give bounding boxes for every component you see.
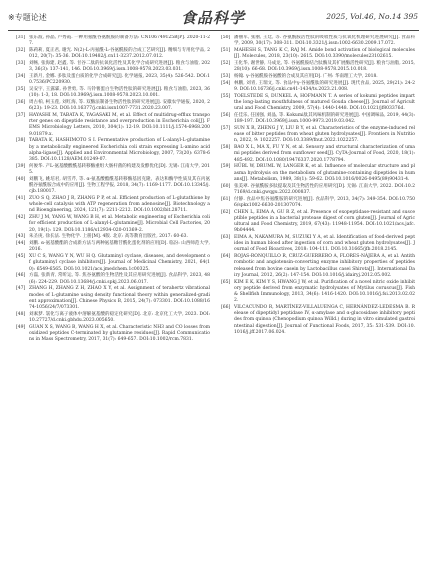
reference-number: [38] — [16, 138, 26, 144]
reference-number: [64] — [221, 254, 231, 260]
reference-number: [45] — [16, 254, 26, 260]
reference-text: 刘鹏. α-氨基酸酯的合成新方法与两种氨基糖苷酰化蛋化剂的应用[D]. 临汾: 山西师范大学, 2016. — [29, 241, 210, 253]
reference-item — [221, 305, 415, 336]
reference-number: [37] — [16, 113, 26, 118]
journal-logo: 食品科学 — [180, 8, 245, 27]
reference-text: BAO X L, MA X, FU Y N, et al. Sensory and structural characterization of umami peptides derived from sunflower seed[J]. CyTA-Journal of Food, 2020, 18(1): 485-492. DOI:10.1080/19476337.2020.1778794. — [234, 145, 415, 163]
reference-number: [41] — [16, 196, 26, 202]
reference-item — [221, 74, 415, 80]
reference-text: ZUO S Q, ZHAO J R, ZHANG P P, et al. Efficient production of L-glutathione by whole-cell catalysis with ATP regeneration from adenosine[J]. Biotechnology and Bioengineering, 2024, 121(7): 2211-2212. DOI:10.1002/bit.28711. — [29, 196, 210, 214]
reference-text: GUAN X S, WANG B, WANG H X, et al. Characteristic NH3 and CO losses from oxidized peptides C-terminated by glutamine residues[J]. Rapid Communications in Mass Spectrometry, 2017, 31(7): 649-657. DOI:10.1002/rcm.7831. — [29, 324, 210, 343]
reference-number: [40] — [16, 176, 26, 182]
reference-text: 陈莉莉, 夏正君, 谢光. N(2)-L-丙氨酰-L-谷氨酰胺的合成工艺研究[J]. 精细与专用化学品, 2012, 20(7): 35-36. DOI:10.19482/j.cn11-3237.2012.07.012. — [29, 48, 210, 60]
reference-text: XU C S, WANG Y N, WU H Q. Glutaminyl cyclase, diseases, and development of glutaminyl cyclase inhibitors[J]. Journal of Medicinal Chemistry, 2021, 64(10): 6549-6565. DOI:10.1021/acs.jmedchem.1c00325. — [29, 254, 210, 272]
reference-text: 刘鹏飞, 姚培君, 胡雪芹, 等. α-氨基酸酯酰基转移酶基因克隆、表达和酶学性质及其在丙氨酰谷氨酰胺合成中的应用[J]. 生物工程学报, 2018, 34(7): 1169-1177. DOI:10.13345/j.cjb.180017. — [29, 176, 210, 195]
reference-item — [16, 177, 210, 196]
reference-item — [16, 74, 210, 86]
reference-item — [16, 113, 210, 138]
reference-text: 周古柏, 柯玉莲, 刘红海, 等. 双酶法制备生物活性肽的研究进展[J]. 安徽农学通报, 2020, 26(23): 19-23. DOI:10.16377/j.cnki.issn1007-7731.2020.23.007. — [29, 100, 210, 112]
reference-item — [221, 126, 415, 145]
reference-number: [49] — [16, 324, 26, 330]
reference-text: ROJAS-RONQUILLO R, CRUZ-GUERRERO A, FLORES-NÁJERA A, et al. Antithrombotic and angiotensin-converting enzyme inhibitory properties of peptides released from bovine casein by Lactobacillus casei Shirota[J]. International Dairy Journal, 2012, 26(2): 147-154. DOI:10.1016/j.idairyj.2012.05.002. — [234, 254, 415, 278]
reference-item — [16, 312, 210, 324]
reference-text: ZHANG H, ZHANG Z H, ZHAO X Y, et al. Assignment of terahertz vibrational modes of L-glutamine using density functional theory within generalized-gradient approximation[J]. Chinese Physics B, 2015, 24(7): 073301. DOI:10.1088/1674-1056/24/7/073301. — [29, 286, 210, 311]
reference-number: [43] — [16, 234, 26, 240]
reference-item — [16, 61, 210, 73]
reference-number: [48] — [16, 311, 26, 317]
reference-number: [57] — [221, 126, 231, 131]
reference-text: SUN X R, ZHENG J Y, LIU B Y, et al. Characteristics of the enzyme-induced release of bitter peptides from wheat gluten hydrolysates[J]. Frontiers in Nutrition, 2022, 9: 1022257. DOI:10.3389/fnut.2022.1022257. — [234, 126, 415, 144]
reference-text: 王化华, 谢世静, 马成龙, 等. 谷氨酰胺结合肽酶及其扩展酶活性研究[J]. 粮食与油脂, 2015, 28(10): 66-68. DOI:10.3969/j.issn.1008-9578.2015.10.018. — [234, 61, 415, 73]
reference-number: [42] — [16, 215, 26, 221]
reference-text: VILCACUNDO R, MARTÍNEZ-VILLALUENGA C, HERNÁNDEZ-LEDESMA B. Release of dipeptidyl peptidase IV, α-amylase and α-glucosidase inhibitory peptides from quinoa (Chenopodium quinoa Willd.) during in vitro simulated gastrointestinal digestion[J]. Journal of Functional Foods, 2017, 35: 531-539. DOI:10.1016/j.jff.2017.06.024. — [234, 305, 415, 335]
reference-number: [32] — [16, 48, 26, 53]
reference-text: KIM E K, KIM Y S, HWANG J W, et al. Purification of a novel nitric oxide inhibitory peptide derived from enzymatic hydrolysates of Mytilus coruscus[J]. Fish & Shellfish Immunology, 2013, 34(6): 1416-1420. DOI:10.1016/j.fsi.2013.02.022. — [234, 279, 415, 304]
reference-text: 付静. 食品中焦谷氨酰胺的研究进展[J]. 食品科学, 2013, 34(7): 349-354. DOI:10.7506/spkx1002-6630-201307074. — [234, 196, 415, 208]
reference-item — [221, 48, 415, 60]
reference-item — [221, 113, 415, 125]
reference-text: 任佳乐, 任国强, 刘晶, 等. Kokumi肽其风味机制的研究进展[J]. 中国调味品, 2019, 44(3): 189-197. DOI:10.3969/j.issn.1000-9973.2019.03.042. — [234, 113, 415, 125]
reference-number: [47] — [16, 286, 26, 292]
reference-text: 王新月, 金娜. 多肽及蛋白质的化学合成研究[J]. 化学通报, 2023, 35(4): 526-542. DOI:10.7536/PC220930. — [29, 74, 210, 86]
reference-number: [44] — [16, 241, 26, 247]
section-label: ※专题论述 — [8, 13, 47, 22]
reference-item — [221, 254, 415, 279]
reference-item — [16, 273, 210, 285]
reference-text: EIMA A, NAKAMURA M, SUZUKI Y A, et al. Identification of food-derived peptides in human blood after ingestion of corn and wheat gluten hydrolysates[J]. Journal of Food Bioactives, 2018: 104-111. DOI:10.31665/jfb.2018.2145. — [234, 235, 415, 253]
reference-item — [221, 210, 415, 235]
reference-number: [60] — [221, 183, 231, 189]
reference-text: MAHESH S, TANG K C, RAJ M. Amide bond activation of biological molecules[J]. Molecules, 2018, 23(10): 2615. DOI:10.3390/molecules23102615. — [234, 48, 415, 60]
reference-text: 张美翠. 谷氨酰胺多肽提取及其生物活性的应用研究[D]. 无锡: 江南大学, 2022. DOI:10.27169/d.cnki.gwqgu.2022.000837. — [234, 183, 415, 195]
reference-number: [66] — [221, 305, 231, 311]
reference-number: [55] — [221, 93, 231, 99]
page-header — [8, 3, 418, 33]
reference-number: [65] — [221, 279, 231, 285]
reference-text: HÜBL W, DRUML W, LANGER K, et al. Influence of molecular structure and plasma hydrolysis on the metabolism of glutamine-containing dipeptides in humans[J]. Metabolism, 1989, 38(1): 59-62. DOI:10.1016/0026-0495(89)90431-4. — [234, 164, 415, 182]
reference-item — [16, 325, 210, 344]
issue-info: 2025, Vol.46, No.14 395 — [326, 12, 418, 21]
reference-text: 刘畅, 张海建, 赵鑫, 等. 甘谷二肽的抗氧化活性及其化学合成研究进展[J]. 粮食与油脂, 2023, 36(3): 137-141, 146. DOI:10.3969/j.issn.1008-9578.2023.03.031. — [29, 61, 210, 73]
reference-number: [59] — [221, 164, 231, 170]
reference-item — [221, 164, 415, 183]
reference-text: 吴安宇, 王露霖, 孙世勇, 等. 马铃薯蛋白生物活性肽的研究进展[J]. 粮食与油脂, 2023, 36(10): 1-3, 18. DOI:10.3969/j.issn.1008-9578.2023.10.001. — [29, 87, 210, 99]
reference-number: [54] — [221, 80, 231, 86]
reference-number: [61] — [221, 196, 231, 202]
reference-item — [221, 61, 415, 73]
reference-item — [221, 35, 415, 47]
reference-text: TABATA K, HASHIMOTO S I. Fermentative production of L-alanyl-L-glutamine by a metabolically engineered Escherichia coli strain expressing L-amino acid alpha-ligase[J]. Applied and Environmental Microbiology, 2007, 73(20): 6378-6385. DOI:10.1128/AEM.01249-07. — [29, 138, 210, 163]
reference-number: [36] — [16, 100, 26, 105]
reference-number: [50] — [221, 35, 231, 40]
reference-number: [39] — [16, 163, 26, 169]
reference-item — [16, 35, 210, 47]
reference-item — [16, 286, 210, 311]
reference-item — [221, 184, 415, 196]
reference-number: [46] — [16, 273, 26, 279]
reference-item — [16, 234, 210, 240]
reference-item — [221, 81, 415, 93]
reference-number: [31] — [16, 35, 26, 40]
reference-text: 方磊, 张新青, 常昕运, 等. 焦谷氨酸的生物活性及其应用研究进展[J]. 食品科学, 2023, 48(6): 224-229. DOI:10.13684/j.cnki.spkj.2023.06.017. — [29, 273, 210, 285]
reference-item — [16, 138, 210, 163]
reference-number: [62] — [221, 209, 231, 215]
reference-item — [16, 196, 210, 215]
reference-number: [34] — [16, 74, 26, 79]
reference-text: CHEN L, EIMA A, GU R Z, et al. Presence of exopeptidase-resistant and susceptible peptides in a bacterial protease digest of corn gluten[J]. Journal of Agricultural and Food Chemistry, 2019, 67(43): 11948-11954. DOI:10.1021/acs.jafc.9b04444. — [234, 209, 415, 234]
reference-number: [63] — [221, 235, 231, 241]
reference-item — [16, 254, 210, 273]
reference-number: [53] — [221, 74, 231, 79]
reference-item — [221, 94, 415, 113]
reference-item — [221, 235, 415, 254]
reference-item — [16, 87, 210, 99]
reference-item — [16, 100, 210, 112]
reference-text: 何俊华. 产L-氨基酸酸酰基转移酶重组大肠杆菌的构建及发酵优化[D]. 无锡: 江南大学, 2015. — [29, 163, 210, 176]
reference-item — [221, 145, 415, 164]
reference-text: 张东波, 孙晶, 卢秀霞. 一种用氨酰谷氨酰胺的制备方法: CN106749125B[P]. 2020-11-27. — [29, 35, 210, 47]
references-left-column — [16, 35, 210, 570]
reference-number: [51] — [221, 48, 231, 53]
reference-item — [221, 280, 415, 305]
reference-text: HAYASHI M, TABATA K, YAGASAKI M, et al. Effect of multidrug-efflux transporter genes on dipeptide resistance and overproduction in Escherichia coli[J]. FEMS Microbiology Letters, 2010, 304(1): 12-19. DOI:10.1111/j.1574-6968.2009.01879.x. — [29, 113, 210, 137]
reference-text: TOELSTEDE S, DUNKEL A, HOFMANN T. A series of kokumi peptides impart the long-lasting mouthfulness of matured Gouda cheese[J]. Journal of Agricultural and Food Chemistry, 2009, 57(4): 1440-1448. DOI:10.1021/jf803376d. — [234, 93, 415, 112]
reference-text: 潘丽军, 张丽, 王廷, 等. 谷氨酰胺活性肽的吸收性质与抗氧化机理研究进展研究[J]. 食品科学, 2009, 30(17): 308-311. DOI:10.3321/j.issn:1002-6630.2009.17.072. — [234, 35, 415, 47]
reference-text: 杨翰. γ-谷氨酰胺谷氨酸的合成及其应用[D]. 广州: 华南理工大学, 2018. — [234, 74, 378, 79]
reference-text: 朱圣庚, 徐长法. 生物化学. 上册[M]. 4版. 北京: 高等教育出版社, 2017: 60-63. — [29, 234, 188, 240]
references-right-column — [221, 35, 415, 570]
reference-item — [16, 215, 210, 234]
reference-item — [221, 197, 415, 209]
reference-item — [16, 241, 210, 253]
reference-text: 林鹏, 刘青, 王瑞文, 等. 食品中γ-谷氨酰肽的研究进展[J]. 现代食品, 2025, 29(21): 24-29. DOI:10.16736/j.cnki.cn41-1434/ts.2023.21.008. — [234, 80, 415, 92]
reference-item — [16, 164, 210, 176]
reference-number: [52] — [221, 61, 231, 66]
reference-text: 刘素梦. 氯化与离子液体中溶解氨基酸的稳定化研究[D]. 北京: 北京化工大学, 2023. DOI:10.27727/d.cnki.gbhdu.2023.005650. — [29, 311, 210, 324]
reference-number: [35] — [16, 87, 26, 92]
reference-number: [33] — [16, 61, 26, 66]
header-divider — [8, 30, 419, 31]
reference-text: ZHU J M, YANG W, WANG B H, et al. Metabolic engineering of Escherichia coli for efficient production of L-alanyl-L-glutamine[J]. Microbial Cell Factories, 2020, 19(1): 129. DOI:10.1186/s12934-020-01369-2. — [29, 215, 210, 233]
reference-number: [58] — [221, 145, 231, 151]
reference-number: [56] — [221, 113, 231, 118]
reference-item — [16, 48, 210, 60]
